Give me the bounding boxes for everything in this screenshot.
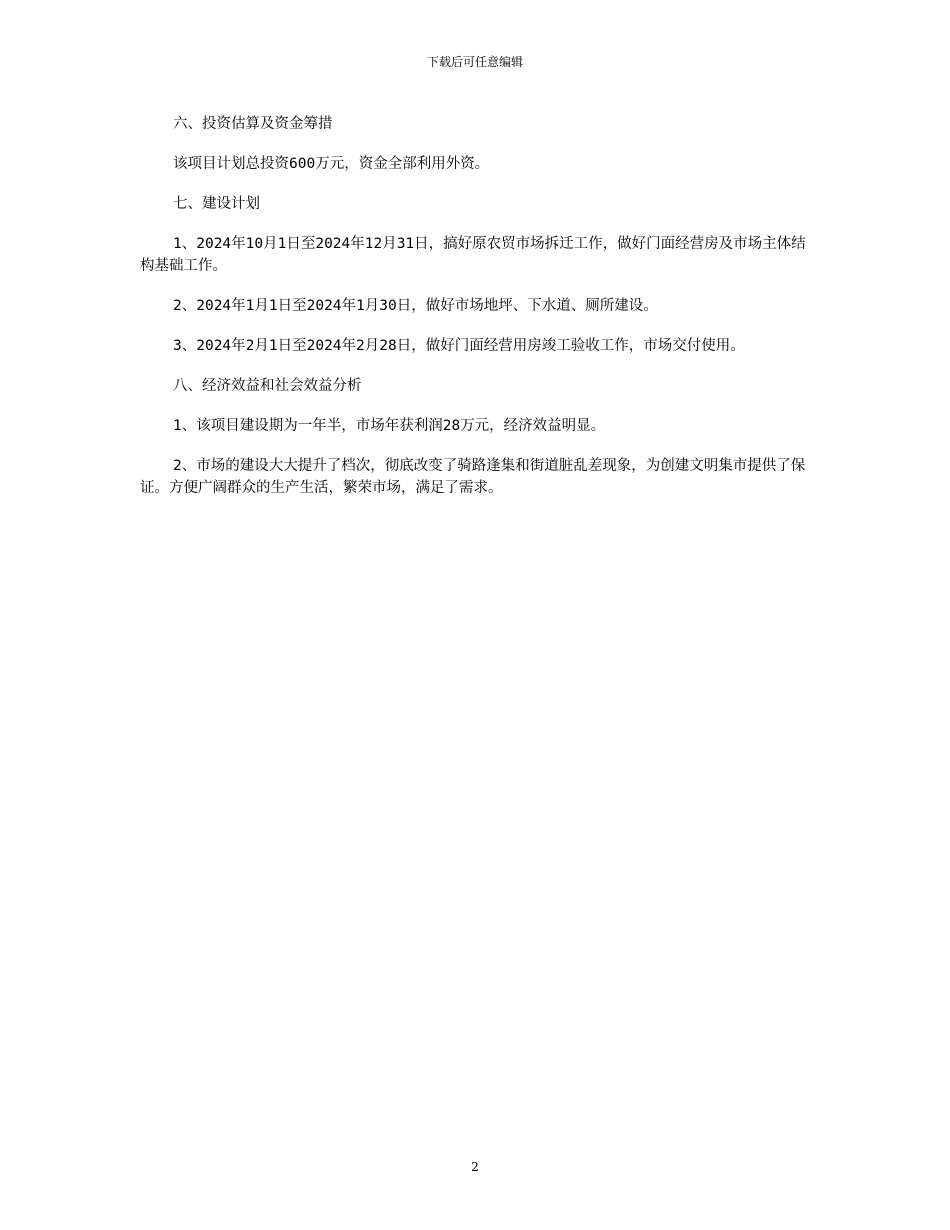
plan-item-2: 2、2024年1月1日至2024年1月30日，做好市场地坪、下水道、厕所建设。 xyxy=(173,298,658,314)
plan-item-1: 1、2024年10月1日至2024年12月31日，搞好原农贸市场拆迁工作，做好门面经营房及市场主体结构基础工作。 xyxy=(140,236,806,274)
benefit-item-2: 2、市场的建设大大提升了档次，彻底改变了骑路逢集和街道脏乱差现象，为创建文明集市提供了保证。方便广阔群众的生产生活，繁荣市场，满足了需求。 xyxy=(140,458,806,496)
paragraph-investment: 该项目计划总投资600万元，资金全部利用外资。 xyxy=(173,156,490,172)
document-body xyxy=(140,113,810,517)
section-heading-investment: 六、投资估算及资金筹措 xyxy=(173,116,333,132)
section-heading-benefit-analysis: 八、经济效益和社会效益分析 xyxy=(173,378,362,394)
plan-item-3: 3、2024年2月1日至2024年2月28日，做好门面经营用房竣工验收工作，市场交付使用。 xyxy=(173,338,745,354)
benefit-item-1: 1、该项目建设期为一年半，市场年获利润28万元，经济效益明显。 xyxy=(173,418,606,434)
section-heading-construction-plan: 七、建设计划 xyxy=(173,196,260,212)
page-number: 2 xyxy=(471,1160,479,1174)
page-header: 下载后可任意编辑 xyxy=(426,55,523,69)
